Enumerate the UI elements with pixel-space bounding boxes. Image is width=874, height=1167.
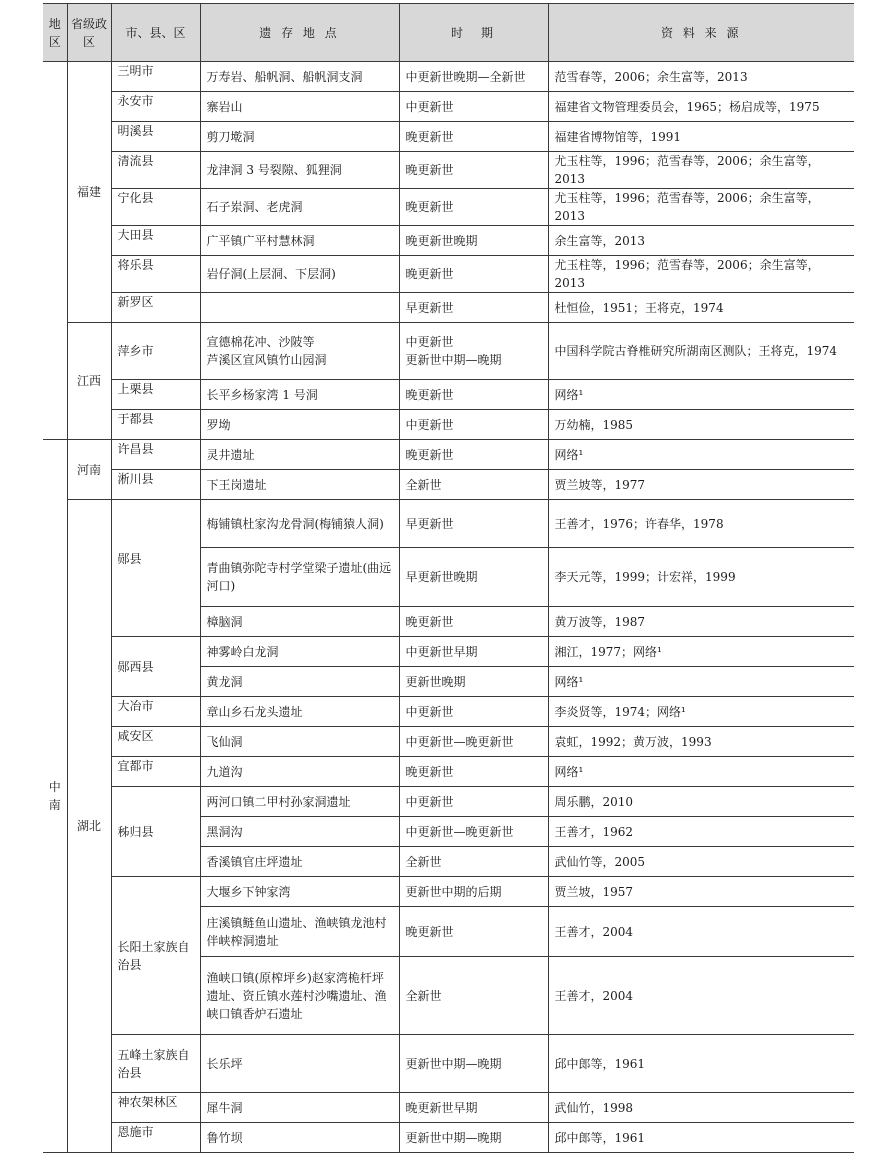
- city-cell: 秭归县: [111, 787, 200, 877]
- table-row: [43, 256, 854, 293]
- province-cell-jiangxi: [67, 323, 111, 440]
- city-cell: 长阳土家族自治县: [111, 877, 200, 1035]
- period-cell: 中更新世晚期—全新世: [399, 62, 548, 92]
- site-cell: 灵井遗址: [200, 440, 399, 470]
- source-cell: 周乐鹏，2010: [548, 787, 854, 817]
- city-cell: 宁化县: [111, 189, 200, 226]
- source-cell: 袁虹，1992；黄万波，1993: [548, 727, 854, 757]
- site-cell: 香溪镇官庄坪遗址: [200, 847, 399, 877]
- period-cell: 晚更新世: [399, 907, 548, 957]
- period-cell: 全新世: [399, 957, 548, 1035]
- table-row: [43, 189, 854, 226]
- city-cell: 大冶市: [111, 697, 200, 727]
- province-cell-hubei: [67, 500, 111, 1153]
- period-cell: 中更新世早期: [399, 637, 548, 667]
- source-cell: 范雪春等，2006；余生富等，2013: [548, 62, 854, 92]
- period-cell: 早更新世: [399, 293, 548, 323]
- period-cell: 晚更新世: [399, 189, 548, 226]
- source-cell: 王善才，2004: [548, 957, 854, 1035]
- city-cell: 郧西县: [111, 637, 200, 697]
- source-cell: 邱中郎等，1961: [548, 1035, 854, 1093]
- city-cell: 清流县: [111, 152, 200, 189]
- table-row: [43, 380, 854, 410]
- table-row: [43, 637, 854, 667]
- site-cell: 樟脑洞: [200, 607, 399, 637]
- fossil-sites-table: [43, 3, 854, 1153]
- city-cell: 恩施市: [111, 1123, 200, 1153]
- site-cell: 罗坳: [200, 410, 399, 440]
- site-cell: 广平镇广平村慧林洞: [200, 226, 399, 256]
- site-cell: 石子岽洞、老虎洞: [200, 189, 399, 226]
- table-row: [43, 787, 854, 817]
- city-cell: 永安市: [111, 92, 200, 122]
- table-row: [43, 323, 854, 380]
- source-cell: 黄万波等，1987: [548, 607, 854, 637]
- city-cell: 宜都市: [111, 757, 200, 787]
- period-cell: 晚更新世早期: [399, 1093, 548, 1123]
- period-cell: 中更新世—晚更新世: [399, 727, 548, 757]
- source-cell: 王善才，2004: [548, 907, 854, 957]
- period-cell: 更新世中期—晚期: [399, 1123, 548, 1153]
- table-row: [43, 1035, 854, 1093]
- period-cell: 中更新世: [399, 410, 548, 440]
- source-cell: 网络¹: [548, 380, 854, 410]
- source-cell: 李天元等，1999；计宏祥，1999: [548, 548, 854, 607]
- period-cell: 晚更新世: [399, 440, 548, 470]
- site-cell: 青曲镇弥陀寺村学堂梁子遗址(曲远河口): [200, 548, 399, 607]
- source-cell: 福建省博物馆等，1991: [548, 122, 854, 152]
- source-cell: 福建省文物管理委员会，1965；杨启成等，1975: [548, 92, 854, 122]
- source-cell: 尤玉柱等，1996；范雪春等，2006；余生富等，2013: [548, 256, 854, 293]
- province-label: 湖北: [76, 819, 101, 833]
- city-cell: 神农架林区: [111, 1093, 200, 1123]
- period-cell: 早更新世: [399, 500, 548, 548]
- city-cell: 咸安区: [111, 727, 200, 757]
- header-region: 地区: [43, 4, 67, 62]
- source-cell: 网络¹: [548, 667, 854, 697]
- province-label: 河南: [76, 462, 101, 477]
- city-cell: 于都县: [111, 410, 200, 440]
- city-cell: 上栗县: [111, 380, 200, 410]
- table-row: [43, 757, 854, 787]
- source-cell: 杜恒俭，1951；王将克，1974: [548, 293, 854, 323]
- source-cell: 湘江，1977；网络¹: [548, 637, 854, 667]
- site-cell: 梅铺镇杜家沟龙骨洞(梅铺猿人洞): [200, 500, 399, 548]
- source-cell: 余生富等，2013: [548, 226, 854, 256]
- source-cell: 贾兰坡，1957: [548, 877, 854, 907]
- region-cell-east: [43, 62, 67, 440]
- table-row: [43, 293, 854, 323]
- site-cell: 两河口镇二甲村孙家洞遗址: [200, 787, 399, 817]
- site-cell: 龙津洞 3 号裂隙、狐狸洞: [200, 152, 399, 189]
- province-label: 福建: [76, 185, 101, 199]
- period-cell: 全新世: [399, 847, 548, 877]
- region-label: 中南: [48, 780, 61, 812]
- period-cell: 更新世中期的后期: [399, 877, 548, 907]
- period-cell: 更新世晚期: [399, 667, 548, 697]
- site-cell: 万寿岩、船帆洞、船帆洞支洞: [200, 62, 399, 92]
- header-source: 资 料 来 源: [548, 4, 854, 62]
- table-row: [43, 1093, 854, 1123]
- city-cell: 明溪县: [111, 122, 200, 152]
- site-cell: 黑洞沟: [200, 817, 399, 847]
- header-period: 时 期: [399, 4, 548, 62]
- period-cell: 晚更新世晚期: [399, 226, 548, 256]
- period-cell: 晚更新世: [399, 256, 548, 293]
- period-cell: 中更新世: [399, 697, 548, 727]
- header-city: 市、县、区: [111, 4, 200, 62]
- city-cell: 将乐县: [111, 256, 200, 293]
- source-cell: 网络¹: [548, 757, 854, 787]
- city-cell: 许昌县: [111, 440, 200, 470]
- table-row: [43, 500, 854, 548]
- table-row: [43, 92, 854, 122]
- period-cell: 早更新世晚期: [399, 548, 548, 607]
- period-cell: 晚更新世: [399, 152, 548, 189]
- period-cell: 中更新世: [399, 787, 548, 817]
- period-cell: 中更新世: [399, 92, 548, 122]
- period-cell: 全新世: [399, 470, 548, 500]
- table-row: [43, 1123, 854, 1153]
- header-row: [43, 4, 854, 62]
- province-cell-henan: [67, 440, 111, 500]
- source-cell: 尤玉柱等，1996；范雪春等，2006；余生富等，2013: [548, 189, 854, 226]
- site-cell: 庄溪镇鲢鱼山遗址、渔峡镇龙池村伴峡榨洞遗址: [200, 907, 399, 957]
- period-cell: 中更新世—晚更新世: [399, 817, 548, 847]
- site-cell: 长平乡杨家湾 1 号洞: [200, 380, 399, 410]
- source-cell: 李炎贤等，1974；网络¹: [548, 697, 854, 727]
- site-cell: 长乐坪: [200, 1035, 399, 1093]
- source-cell: 贾兰坡等，1977: [548, 470, 854, 500]
- site-cell: 鲁竹坝: [200, 1123, 399, 1153]
- header-province: 省级政区: [67, 4, 111, 62]
- city-cell: 大田县: [111, 226, 200, 256]
- province-cell-fujian: [67, 62, 111, 323]
- table-row: [43, 410, 854, 440]
- source-cell: 邱中郎等，1961: [548, 1123, 854, 1153]
- site-cell: 黄龙洞: [200, 667, 399, 697]
- site-cell: 渔峡口镇(原榨坪乡)赵家湾桅杆坪遗址、资丘镇水莲村沙嘴遗址、渔峡口镇香炉石遗址: [200, 957, 399, 1035]
- table-row: [43, 877, 854, 907]
- header-site: 遗 存 地 点: [200, 4, 399, 62]
- table-row: [43, 697, 854, 727]
- source-cell: 网络¹: [548, 440, 854, 470]
- table-row: [43, 440, 854, 470]
- city-cell: 三明市: [111, 62, 200, 92]
- site-cell: 飞仙洞: [200, 727, 399, 757]
- province-label: 江西: [76, 374, 101, 388]
- city-cell: 新罗区: [111, 293, 200, 323]
- city-cell: 萍乡市: [111, 323, 200, 380]
- table-row: [43, 727, 854, 757]
- site-cell: 下王岗遗址: [200, 470, 399, 500]
- period-cell: 更新世中期—晚期: [399, 1035, 548, 1093]
- period-cell: 晚更新世: [399, 607, 548, 637]
- site-cell: 章山乡石龙头遗址: [200, 697, 399, 727]
- period-cell: 晚更新世: [399, 122, 548, 152]
- site-cell: 寨岩山: [200, 92, 399, 122]
- source-cell: 武仙竹，1998: [548, 1093, 854, 1123]
- source-cell: 中国科学院古脊椎研究所湖南区测队；王将克，1974: [548, 323, 854, 380]
- table-row: [43, 470, 854, 500]
- city-cell: 五峰土家族自治县: [111, 1035, 200, 1093]
- site-cell: 宣德棉花冲、沙陂等 芦溪区宣风镇竹山园洞: [200, 323, 399, 380]
- table-row: [43, 62, 854, 92]
- site-cell: 犀牛洞: [200, 1093, 399, 1123]
- table-row: [43, 226, 854, 256]
- site-cell: 神雾岭白龙洞: [200, 637, 399, 667]
- period-cell: 中更新世 更新世中期—晚期: [399, 323, 548, 380]
- city-cell: 郧县: [111, 500, 200, 637]
- source-cell: 尤玉柱等，1996；范雪春等，2006；余生富等，2013: [548, 152, 854, 189]
- site-cell: 九道沟: [200, 757, 399, 787]
- site-cell: 岩仔洞(上层洞、下层洞): [200, 256, 399, 293]
- source-cell: 王善才，1976；许春华，1978: [548, 500, 854, 548]
- table-row: [43, 122, 854, 152]
- period-cell: 晚更新世: [399, 380, 548, 410]
- site-cell: 剪刀墘洞: [200, 122, 399, 152]
- city-cell: 淅川县: [111, 470, 200, 500]
- source-cell: 万幼楠，1985: [548, 410, 854, 440]
- site-cell: [200, 293, 399, 323]
- source-cell: 王善才，1962: [548, 817, 854, 847]
- table-row: [43, 152, 854, 189]
- site-cell: 大堰乡下钟家湾: [200, 877, 399, 907]
- period-cell: 晚更新世: [399, 757, 548, 787]
- source-cell: 武仙竹等，2005: [548, 847, 854, 877]
- region-cell-central: [43, 440, 67, 1153]
